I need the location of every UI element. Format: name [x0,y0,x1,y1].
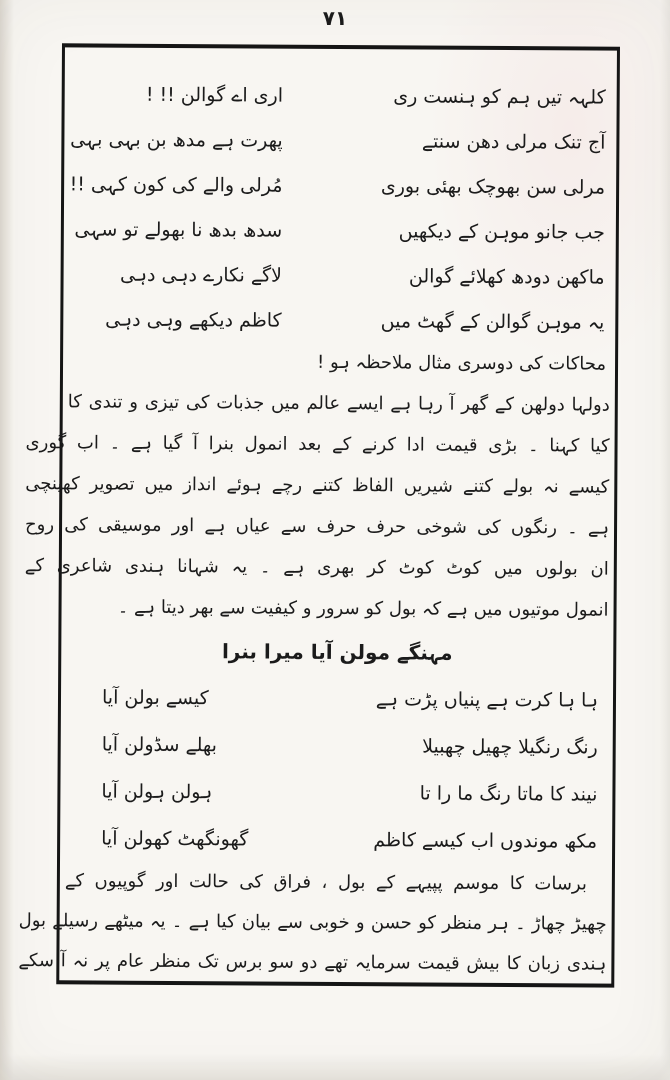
prose-paragraph-1 [24,381,609,631]
prose-line: ان بولوں میں کوٹ کوٹ کر بھری ہے ۔ یہ شہانا ہندی شاعری کے [24,555,609,580]
poem-2 [65,673,608,864]
misra-first: ہا ہا کرت ہے پنیاں پڑت ہے [375,687,599,712]
prose-line: ہے ۔ رنگوں کی شوخی حرف حرف سے عیاں ہے اور موسیقی کی روح [25,514,610,539]
poem-2-couplet-4 [65,814,607,864]
poem-2-couplet-3 [65,767,607,817]
misra-first: جب جانو موہن کے دیکھیں [398,219,605,244]
song-title-heading: مہنگے مولن آیا میرا بنرا [221,639,453,665]
prose-line: چھیڑ چھاڑ ۔ ہر منظر کو حسن و خوبی سے بیان کیا ہے ۔ یہ میٹھے رسیلے بول [18,910,607,935]
misra-first: ماکھن دودھ کھلائے گوالن [408,264,605,289]
misra-second: اری اے گوالن !! ! [145,83,284,107]
framed-text-block [18,43,620,987]
misra-first: نیند کا ماتا رنگ ما را تا [419,781,598,806]
misra-second: ہولن ہولن آیا [101,780,213,803]
poem-1-couplet-3 [69,161,611,209]
prose-line: انمول موتیوں میں ہے کہ بول کو سرور و کیفیت سے بھر دیتا ہے ۔ [117,596,609,621]
prose-line: ہندی زبان کا بیش قیمت سرمایہ تھے دو سو برس تک منظر عام پر نہ آ سکے [18,950,607,975]
misra-first: آج تنک مرلی دھن سنتے [421,129,606,154]
poem-2-couplet-1 [66,673,608,723]
poem-2-couplet-2 [66,720,608,770]
misra-first: مکھ موندوں اب کیسے کاظم [373,828,598,853]
poem-1-couplet-5 [68,251,610,299]
page-number: ۷۱ [322,6,348,30]
misra-second: سدھ بدھ نا بھولے تو سہی [74,217,283,242]
misra-first: مرلی سن بھوچک بھئی بوری [380,174,606,199]
poem-1-couplet-2 [69,116,611,164]
prose-line: کیسے نہ بولے کتنے شیریں الفاظ کتنے رچے ہوئے انداز میں تصویر کھینچی [25,473,610,498]
prose-line: دولہا دولھن کے گھر آ رہا ہے ایسے عالم میں جذبات کی تیزی و تندی کا [67,391,610,416]
prose-paragraph-2 [18,861,607,985]
poem-1-couplet-6 [68,296,610,344]
misra-second: پھرت ہے مدھ بن بہی بہی [70,127,283,152]
misra-first: یہ موہن گوالن کے گھٹ میں [380,309,605,334]
poem-1 [68,71,612,344]
poem-1-couplet-4 [69,206,611,254]
misra-first: کلہہ تیں ہم کو ہنست ری [393,84,606,109]
misra-second: کیسے بولن آیا [101,686,209,709]
misra-second: کاظم دیکھے وہی دہی [105,308,282,332]
prose-intro-line: محاکات کی دوسری مثال ملاحظہ ہو ! [317,351,607,375]
poem-1-couplet-1 [70,71,612,119]
prose-line: برسات کا موسم پپیہے کے بول ، فراق کی حالت اور گوپیوں کے [64,870,587,895]
page-content [18,43,620,987]
prose-line: کیا کہنا ۔ بڑی قیمت ادا کرنے کے بعد انمول بنرا آ گیا ہے ۔ اب گوری [25,432,610,457]
misra-second: لاگے نکارے دہی دہی [119,263,282,287]
misra-second: گھونگھٹ کھولن آیا [101,827,249,850]
misra-second: مُرلی والے کی کون کہی !! [69,172,283,197]
misra-second: بھلے سڈولن آیا [101,733,218,756]
misra-first: رنگ رنگیلا چھیل چھبیلا [422,735,598,759]
